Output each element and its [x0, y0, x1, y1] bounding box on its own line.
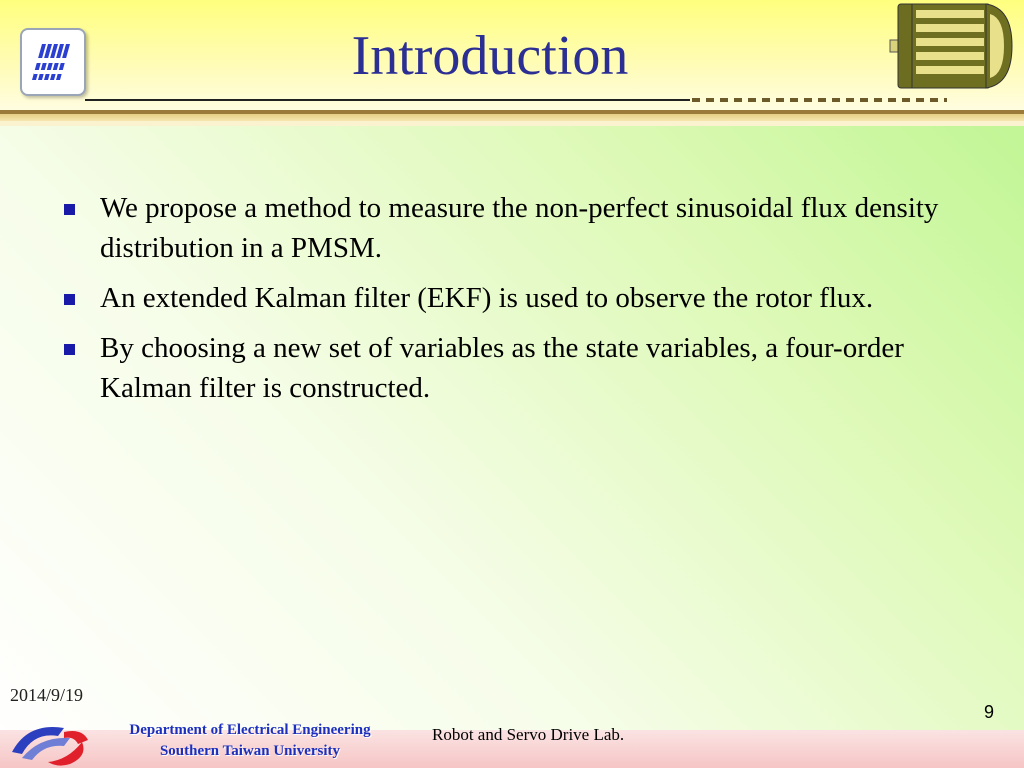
bullet-text: An extended Kalman filter (EKF) is used to observe the rotor flux.	[100, 282, 874, 314]
square-bullet-icon	[64, 344, 75, 355]
university-name: Southern Taiwan University	[159, 743, 341, 759]
lab-name: Robot and Servo Drive Lab.	[432, 725, 625, 744]
bullet-list	[62, 188, 962, 418]
bullet-text: By choosing a new set of variables as the state variables, a four-order Kalman filter is constructed.	[100, 332, 904, 404]
list-item	[62, 278, 962, 318]
bullet-text: We propose a method to measure the non-perfect sinusoidal flux density distribution in a PMSM.	[100, 192, 939, 264]
title-underline	[85, 99, 690, 101]
header-rule-gold	[0, 114, 1024, 121]
square-bullet-icon	[64, 204, 75, 215]
department-logo-icon	[8, 718, 92, 768]
header-rule-light	[0, 121, 1024, 126]
department-name: Department of Electrical Engineering	[129, 722, 371, 738]
square-bullet-icon	[64, 294, 75, 305]
slide-date: 2014/9/19	[10, 685, 84, 705]
page-title: Introduction	[351, 25, 629, 87]
list-item	[62, 188, 962, 268]
page-number: 9	[984, 702, 995, 722]
department-credit	[110, 720, 390, 762]
list-item	[62, 328, 962, 408]
title-dashes	[692, 98, 947, 102]
